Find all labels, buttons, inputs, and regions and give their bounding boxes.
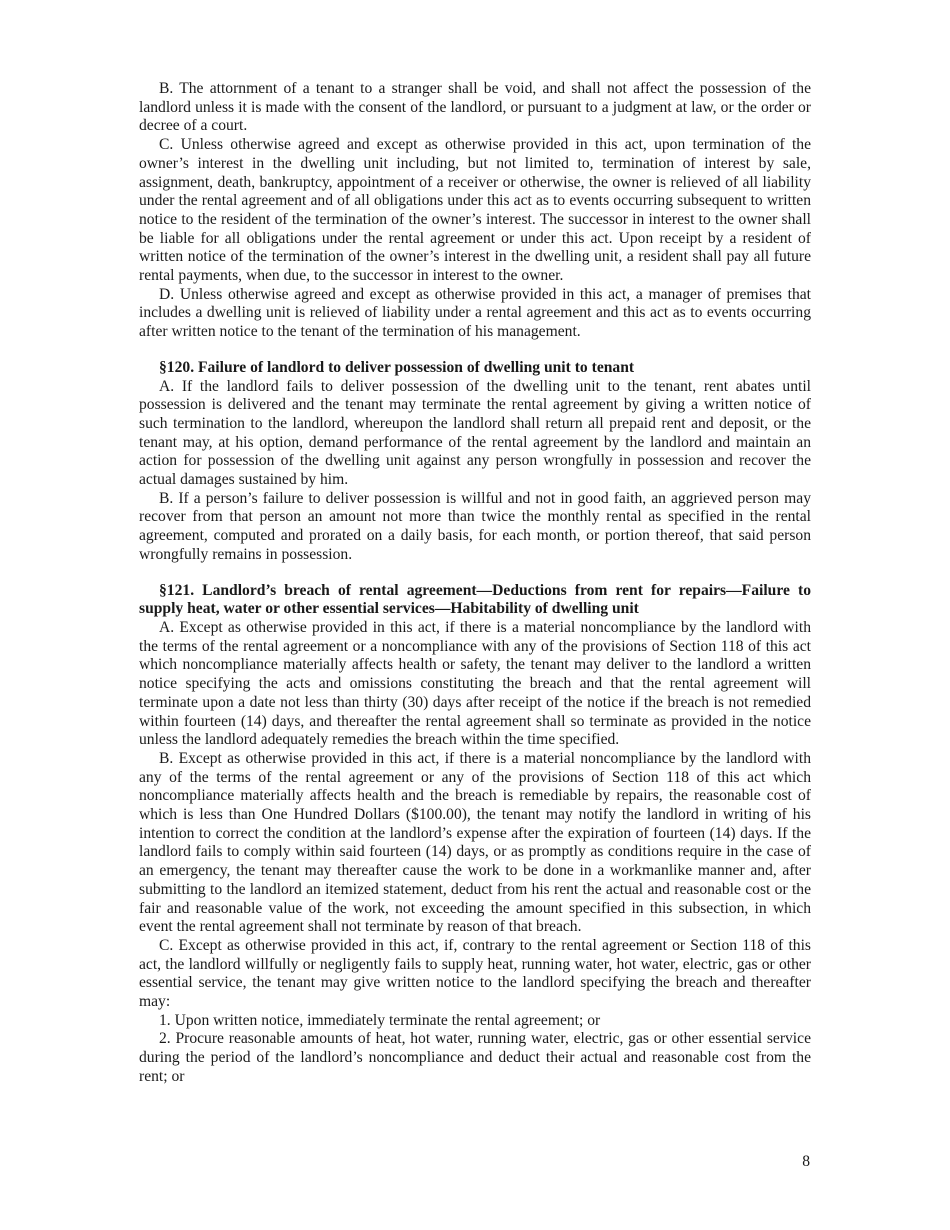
section-121-paragraph-c: C. Except as otherwise provided in this act, if, contrary to the rental agreement or Section 118 of this act, the landlord willfully or negligently fails to supply heat, running water, hot water, electric, gas or other essential service, the tenant may give written notice to the landlord specifying the breach and thereafter may: [139,936,811,1011]
section-120-paragraph-a: A. If the landlord fails to deliver possession of the dwelling unit to the tenant, rent abates until possession is delivered and the tenant may terminate the rental agreement by giving a written notice of such termination to the landlord, whereupon the landlord shall return all prepaid rent and deposit, or the tenant may, at his option, demand performance of the rental agreement by the landlord and maintain an action for possession of the dwelling unit against any person wrongfully in possession and recover the actual damages sustained by him. [139,377,811,489]
paragraph-owner-termination: C. Unless otherwise agreed and except as otherwise provided in this act, upon termination of the owner’s interest in the dwelling unit including, but not limited to, termination of interest by sale, assignment, death, bankruptcy, appointment of a receiver or otherwise, the owner is relieved of all liability under the rental agreement and of all obligations under this act as to events occurring subsequent to written notice to the resident of the termination of the owner’s interest. The successor in interest to the owner shall be liable for all obligations under the rental agreement or under this act. Upon receipt by a resident of written notice of the termination of the owner’s interest in the dwelling unit, a resident shall pay all future rental payments, when due, to the successor in interest to the owner. [139,136,811,285]
document-page [139,80,811,1087]
page-number: 8 [802,1153,810,1170]
section-120-paragraph-b: B. If a person’s failure to deliver possession is willful and not in good faith, an aggrieved person may recover from that person an amount not more than twice the monthly rental as specified in the rental agreement, computed and prorated on a daily basis, for each month, or portion thereof, that said person wrongfully remains in possession. [139,489,811,563]
section-121-paragraph-a: A. Except as otherwise provided in this act, if there is a material noncompliance by the landlord with the terms of the rental agreement or a noncompliance with any of the provisions of Section 118 of this act which noncompliance materially affects health or safety, the tenant may deliver to the landlord a written notice specifying the acts and omissions constituting the breach and that the rental agreement will terminate upon a date not less than thirty (30) days after receipt of the notice if the breach is not remedied within fourteen (14) days, and thereafter the rental agreement shall so terminate as provided in the notice unless the landlord adequately remedies the breach within the time specified. [139,618,811,749]
section-120-heading: §120. Failure of landlord to deliver possession of dwelling unit to tenant [159,358,635,376]
section-121-heading: §121. Landlord’s breach of rental agreement—Deductions from rent for repairs—Failure to supply heat, water or other essential services—Habitability of dwelling unit [139,581,811,618]
section-121-item-2: 2. Procure reasonable amounts of heat, hot water, running water, electric, gas or other essential service during the period of the landlord’s noncompliance and deduct their actual and reasonable cost from the rent; or [139,1030,811,1085]
section-121-item-1: 1. Upon written notice, immediately terminate the rental agreement; or [159,1011,601,1029]
paragraph-attornment: B. The attornment of a tenant to a stranger shall be void, and shall not affect the possession of the landlord unless it is made with the consent of the landlord, or pursuant to a judgment at law, or the order or decree of a court. [139,80,811,135]
section-121-paragraph-b: B. Except as otherwise provided in this act, if there is a material noncompliance by the landlord with any of the terms of the rental agreement or any of the provisions of Section 118 of this act which noncompliance materially affects health and the breach is remediable by repairs, the reasonable cost of which is less than One Hundred Dollars ($100.00), the tenant may notify the landlord in writing of his intention to correct the condition at the landlord’s expense after the expiration of fourteen (14) days. If the landlord fails to comply within said fourteen (14) days, or as promptly as conditions require in the case of an emergency, the tenant may thereafter cause the work to be done in a workmanlike manner and, after submitting to the landlord an itemized statement, deduct from his rent the actual and reasonable cost or the fair and reasonable value of the work, not exceeding the amount specified in this subsection, in which event the rental agreement shall not terminate by reason of that breach. [139,749,811,936]
paragraph-manager-relief: D. Unless otherwise agreed and except as otherwise provided in this act, a manager of premises that includes a dwelling unit is relieved of liability under a rental agreement and this act as to events occurring after written notice to the tenant of the termination of his management. [139,285,811,341]
